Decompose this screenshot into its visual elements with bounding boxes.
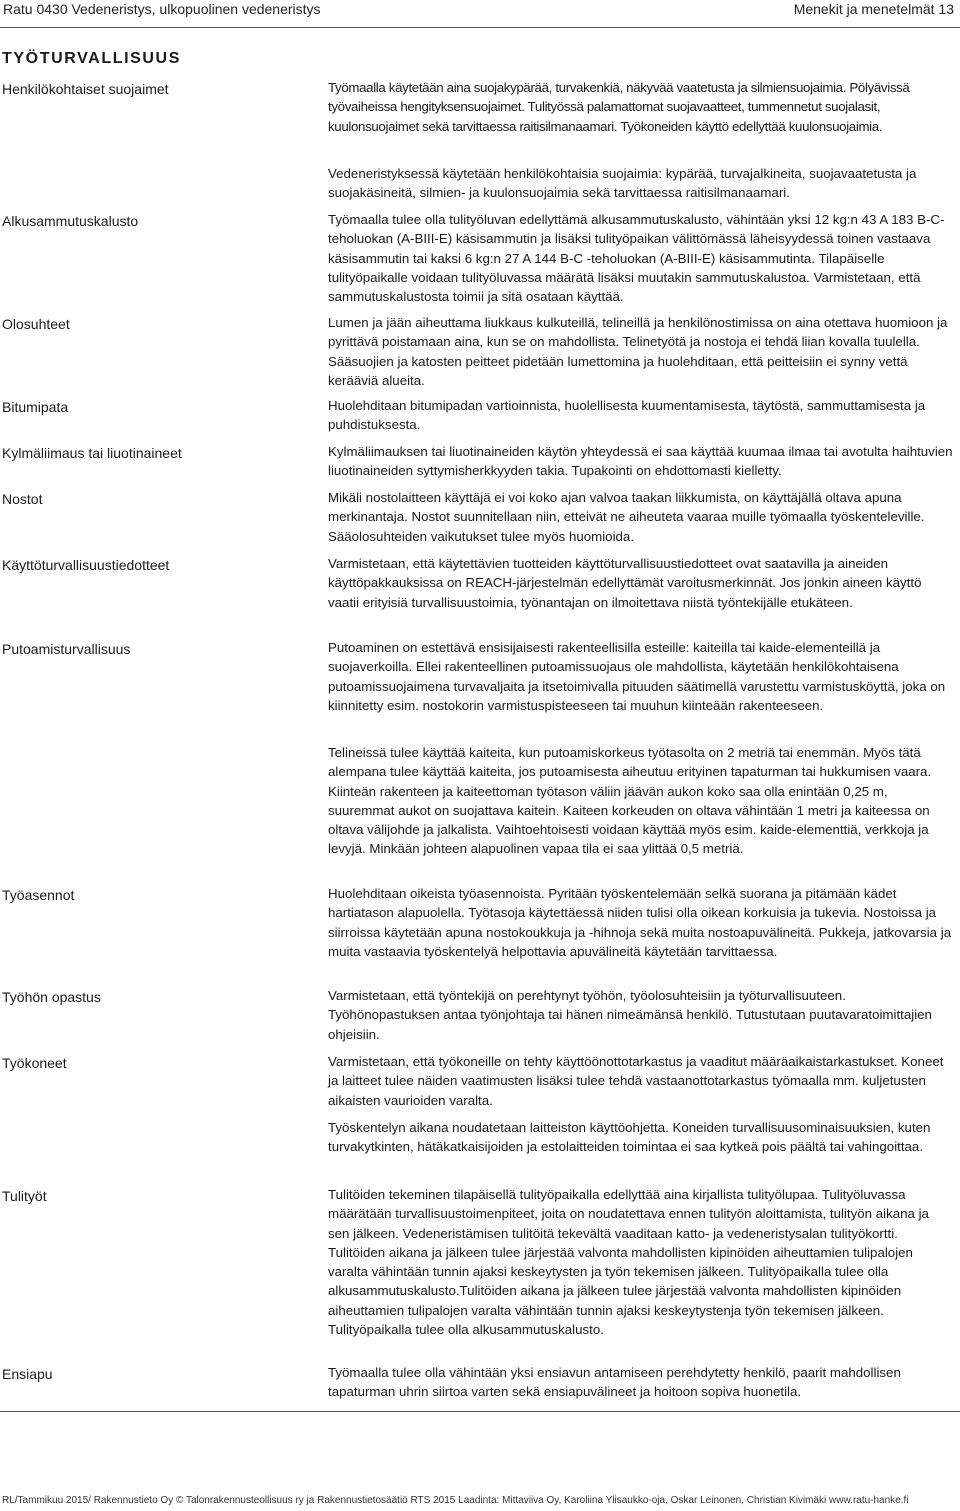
label-kylmaliimaus: Kylmäliimaus tai liuotinaineet (2, 445, 182, 461)
paragraph-tyokoneet-2: Työskentelyn aikana noudatetaan laitteiston käyttöohjetta. Koneiden turvallisuusominaisuuksien, kuten turvakytkinten, hätäkatkaisijoiden ja estolaitteiden toimintaa ei saa kytkeä pois päältä tai vahingoittaa. (328, 1120, 931, 1155)
label-bitumipata: Bitumipata (2, 399, 69, 415)
paragraph-tyohon-opastus: Varmistetaan, että työntekijä on perehtynyt työhön, työolosuhteisiin ja työturvallisuuteen. Työhönopastuksen antaa työnjohtaja tai hänen nimeämänsä henkilö. Tutustutaan puutavaratoimittajien ohjeisiin. (328, 988, 932, 1042)
label-olosuhteet: Olosuhteet (2, 316, 70, 332)
label-henkilokohtaiset-suojaimet: Henkilökohtaiset suojaimet (2, 81, 169, 97)
label-nostot: Nostot (2, 491, 43, 507)
page-section-and-number: Menekit ja menetelmät 13 (793, 1, 954, 17)
paragraph-alkusammutus: Työmaalla tulee olla tulityöluvan edellyttämä alkusammutuskalusto, vähintään yksi 12 kg:n 43 A 183 B-C-teholuokan (A-BIII-E) käsisammutin ja lisäksi tulityöpaikan välittömässä läheisyydessä toinen vastaava käsisammutin tai kaksi 6 kg:n 27 A 144 B-C -teholuokan (A-BIII-E) käsisammutinta. Tilapäiselle tulityöpaikalle voidaan tulityöluvassa määrätä lisäksi muutakin sammutuskalustoa. Varmistetaan, että sammutuskalustosta toimii ja sitä osataan käyttää. (328, 212, 945, 305)
paragraph-tyoasennot: Huolehditaan oikeista työasennoista. Pyritään työskentelemään selkä suorana ja pitämään kädet hartiatason alapuolella. Työtasoja käytettäessä niiden tulisi olla oikean korkuisia ja tukevia. Nostoissa ja siirroissa käytetään apuna nostokoukkuja ja -hihnoja sekä muita nostoapuvälineitä. Pukkeja, jatkovarsia ja muita vastaavia työskentelyä helpottavia apuvälineitä käytetään tarvittaessa. (328, 886, 952, 959)
page-footer: RL/Tammikuu 2015/ Rakennustieto Oy © Talonrakennusteollisuus ry ja Rakennustietosäätiö RTS 2015 Laadinta: Mittaviiva Oy, Karoliina Ylisaukko-oja, Oskar Leinonen, Christian Kivimäki www.ratu-hanke.fi (2, 1495, 909, 1506)
content-bottom-divider (0, 1411, 960, 1412)
paragraph-tyokoneet-1: Varmistetaan, että työkoneille on tehty käyttöönottotarkastus ja vaaditut määräaikaistarkastukset. Koneet ja laitteet tulee näiden vaatimusten lisäksi tulee tehdä vastaanottotarkastus työmaalla mm. kuljetusten aikaisten vaurioiden varalta. (328, 1054, 944, 1108)
paragraph-suojaimet-1: Työmaalla käytetään aina suojakypärää, turvakenkiä, näkyvää vaatetusta ja silmiensuojaimia. Pölyävissä työvaiheissa hengityksensuojaimet. Tulityössä palamattomat suojavaatteet, tummennetut suojalasit, kuulonsuojaimet sekä tarvittaessa raitisilmanaamari. Työkoneiden käyttö edellyttää kuulonsuojaimia. (328, 80, 910, 134)
paragraph-tulityot: Tulitöiden tekeminen tilapäisellä tulityöpaikalla edellyttää aina kirjallista tulityölupaa. Tulityöluvassa määrätään turvallisuustoimenpiteet, joita on noudatettava ennen tulityön aloittamista, tulityön aikana ja sen jälkeen. Vedeneristämisen tulitöitä tekevältä vaaditaan katto- ja vedeneristysalan tulityökortti. Tulitöiden aikana ja jälkeen tulee järjestää valvonta mahdollisten kipinöiden aiheuttamien tulipalojen varalta vähintään tunnin ajaksi keskeytysten ja työn tekemisen jälkeen. Tulityöpaikalla tulee olla alkusammutuskalusto.Tulitöiden aikana ja jälkeen tulee järjestää valvonta mahdollisten kipinöiden aiheuttamien tulipalojen varalta vähintään tunnin ajaksi keskeytystenja työn tekemisen jälkeen. Tulityöpaikalla tulee olla alkusammutuskalusto. (328, 1187, 929, 1338)
paragraph-kayttoturvallisuus: Varmistetaan, että käytettävien tuotteiden käyttöturvallisuustiedotteet ovat saatavilla ja aineiden käyttöpakkauksissa on REACH-järjestelmän edellyttämät varoitusmerkinnät. Jos jonkin aineen käyttö vaatii erityisiä turvallisuustoimia, työnantajan on ilmoitettava niistä työntekijälle etukäteen. (328, 556, 922, 610)
document-title: Ratu 0430 Vedeneristys, ulkopuolinen vedeneristys (3, 1, 321, 17)
label-ensiapu: Ensiapu (2, 1366, 53, 1382)
paragraph-nostot: Mikäli nostolaitteen käyttäjä ei voi koko ajan valvoa taakan liikkumista, on käyttäjällä oltava apuna merkinantaja. Nostot suunnitellaan niin, etteivät ne aiheuteta vaaraa muille työmaalla työskenteleville. Sääolosuhteiden vaikutukset tulee myös huomioida. (328, 490, 925, 544)
label-tyohon-opastus: Työhön opastus (2, 989, 101, 1005)
label-tyokoneet: Työkoneet (2, 1055, 67, 1071)
label-tyoasennot: Työasennot (2, 887, 75, 903)
paragraph-putoamis-1: Putoaminen on estettävä ensisijaisesti rakenteellisilla esteille: kaiteilla tai kaide-elementeillä ja suojaverkoilla. Ellei rakenteellinen putoamissuojaus ole mahdollista, käytetään henkilökohtaisena putoamissuojaimena turvavaljaita ja itsetoimivalla pituuden säätimellä varustettu varmistusköyttä, joka on kiinnitetty esim. nostokorin varmistuspisteeseen tai muuhun kiinteään rakenteeseen. (328, 640, 946, 713)
label-alkusammutuskalusto: Alkusammutuskalusto (2, 213, 139, 229)
label-tulityot: Tulityöt (2, 1188, 47, 1204)
paragraph-suojaimet-2: Vedeneristyksessä käytetään henkilökohtaisia suojaimia: kypärää, turvajalkineita, suojavaatetusta ja suojakäsineitä, silmien- ja kuulonsuojaimia sekä tarvittaessa raitisilmanaamari. (328, 166, 917, 201)
header-divider (0, 27, 960, 28)
paragraph-putoamis-2: Telineissä tulee käyttää kaiteita, kun putoamiskorkeus työtasolta on 2 metriä tai enemmän. Myös tätä alempana tulee käyttää kaiteita, jos putoamisesta aiheutuu erityinen tapaturman tai hukkumisen vaara. Kiinteän rakenteen ja kaiteettoman työtason väliin jäävän aukon koko saa olla enintään 0,25 m, suuremmat aukot on suojattava kaitein. Kaiteen korkeuden on oltava vähintään 1 metri ja kaiteessa on oltava välijohde ja jalkalista. Vaihtoehtoisesti voidaan käyttää myös esim. kaide-elementtiä, verkkoja ja levyjä. Minkään johteen alapuolinen vapaa tila ei saa ylittää 0,5 metriä. (328, 745, 932, 857)
paragraph-bitumipata: Huolehditaan bitumipadan vartioinnista, huolellisesta kuumentamisesta, täytöstä, sammuttamisesta ja puhdistuksesta. (328, 398, 926, 433)
paragraph-olosuhteet: Lumen ja jään aiheuttama liukkaus kulkuteillä, telineillä ja henkilönostimissa on aina otettava huomioon ja pyrittävä poistamaan aina, kun se on mahdollista. Telinetyötä ja nostoja ei tehdä liian kovalla tuulella. Sääsuojien ja katosten peitteet pidetään lumettomina ja huolehditaan, että peitteisiin ei synny vettä kerääviä alueita. (328, 315, 948, 388)
label-kayttoturvallisuustiedotteet: Käyttöturvallisuustiedotteet (2, 557, 170, 573)
page-header (0, 0, 960, 22)
section-title: TYÖTURVALLISUUS (2, 50, 181, 67)
label-putoamisturvallisuus: Putoamisturvallisuus (2, 641, 131, 657)
paragraph-kylmaliimaus: Kylmäliimauksen tai liuotinaineiden käytön yhteydessä ei saa käyttää kuumaa ilmaa tai avotulta haihtuvien liuotinaineiden syttymisherkkyyden takia. Tupakointi on ehdottomasti kielletty. (328, 444, 953, 479)
paragraph-ensiapu: Työmaalla tulee olla vähintään yksi ensiavun antamiseen perehdytetty henkilö, paarit mahdollisen tapaturman uhrin siirtoa varten sekä ensiapuvälineet ja hoitoon sopiva huonetila. (328, 1365, 901, 1400)
